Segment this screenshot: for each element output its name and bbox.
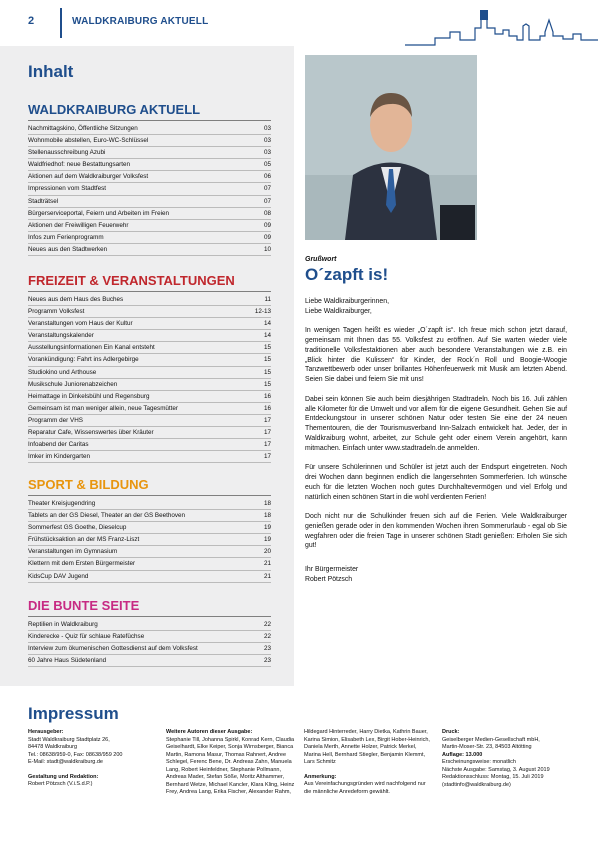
toc-item[interactable]: Infos zum Ferienprogramm 09 (28, 232, 271, 244)
toc-item[interactable]: Impressionen vom Stadtfest 07 (28, 183, 271, 195)
toc-item[interactable]: Studiokino und Arthouse 15 (28, 367, 271, 379)
page-header (0, 0, 598, 46)
impressum-line: Martin-Moser-Str. 23, 84503 Altötting (442, 744, 532, 750)
city-skyline-icon (405, 6, 598, 46)
toc-item[interactable]: Programm der VHS 17 (28, 415, 271, 427)
toc-item[interactable]: Ausstellungsinformationen Ein Kanal entsteht 15 (28, 342, 271, 354)
impressum-line: 84478 Waldkraiburg (28, 744, 78, 750)
letter-body (305, 297, 567, 595)
impressum-line: Lars Schmitz (304, 759, 336, 765)
impressum-line: Robert Pötzsch (V.i.S.d.P.) (28, 781, 93, 787)
section-title: SPORT & BILDUNG (28, 477, 149, 492)
impressum-line: Nächste Ausgabe: Samstag, 3. August 2019 (442, 766, 550, 773)
impressum-line: Redaktionsschluss: Montag, 15. Juli 2019 (442, 774, 544, 780)
toc-item[interactable]: Reptilien in Waldkraiburg 22 (28, 619, 271, 631)
impressum-label: Druck: (442, 729, 460, 735)
mayor-portrait-photo (305, 55, 477, 240)
toc-item[interactable]: Stadträtsel 07 (28, 196, 271, 208)
impressum-authors (166, 729, 294, 797)
toc-item[interactable]: Gemeinsam ist man weniger allein, neue Tagesmütter 16 (28, 403, 271, 415)
impressum-line: Lang, Robert Heinfeldner, Stephanie Pollmann, (166, 766, 281, 773)
toc-item[interactable]: Heimattage in Dinkelsbühl und Regensburg 16 (28, 391, 271, 403)
toc-item[interactable]: Sommerfest GS Goethe, Dieselcup 19 (28, 522, 271, 534)
letter-paragraph: Doch nicht nur die Schulkinder freuen sich auf die Ferien. Viele Waldkraiburger genießen gerade oder in den kommenden Wochen ihren Sommerurlaub - egal ob Sie wegfahren oder die freien Tage in unserer schönen Stadt genießen: Erholen Sie sich gut! (305, 513, 567, 550)
impressum-line: Erscheinungsweise: monatlich (442, 759, 516, 765)
toc-item[interactable]: Aktionen der Freiwilligen Feuerwehr 09 (28, 220, 271, 232)
section-divider (28, 120, 271, 121)
toc-item[interactable]: Bürgerserviceportal, Feiern und Arbeiten im Freien 08 (28, 208, 271, 220)
impressum-line: Geiselberger Medien-Gesellschaft mbH, (442, 736, 540, 743)
toc-item[interactable]: Neues aus den Stadtwerken 10 (28, 244, 271, 256)
letter-paragraph: In wenigen Tagen heißt es wieder „O´zapft is“. Ich freue mich schon jetzt darauf, gemeinsam mit Ihnen das 55. Volksfest zu eröffnen. Auf Sie warten wieder viele traditionelle Volksfestaktionen aber auch besondere Veranstaltungen wie z.B. ein „Blick hinter die Kulissen“ für Kinder, der Rock´n Roll und Boogie-Woogie Tanzwettbewerb oder unser brillantes Höhenfeuerwerk mit Musik am letzten Abend. Seien Sie dabei und feiern Sie mit uns! (305, 327, 567, 384)
section-title: WALDKRAIBURG AKTUELL (28, 102, 201, 117)
impressum-circulation: Auflage: 13.000 (442, 751, 483, 758)
impressum-line: Hildegard Hinterreder, Harry Dietka, Kathrin Bauer, (304, 729, 428, 735)
toc-item[interactable]: Frühstücksaktion an der MS Franz-Liszt 19 (28, 534, 271, 546)
impressum-line: Stadt Waldkraiburg Stadtplatz 26, (28, 736, 110, 743)
toc-item[interactable]: Neues aus dem Haus des Buches 11 (28, 294, 271, 306)
toc-item[interactable]: 60 Jahre Haus Südetenland 23 (28, 655, 271, 667)
impressum-line: Daniela Merth, Annette Holzer, Patrick Merkel, (304, 744, 417, 750)
letter-salutation: Liebe Waldkraiburgerinnen, Liebe Waldkraiburger, (305, 298, 390, 315)
impressum-authors-cont (304, 729, 430, 796)
impressum-line: Tel.: 08638/959-0, Fax: 08638/959 200 (28, 751, 123, 758)
toc-item[interactable]: KidsCup DAV Jugend 21 (28, 571, 271, 583)
impressum-line: Karina Simion, Elisabeth Lex, Birgit Hober-Heinrich, (304, 736, 430, 743)
toc-item[interactable]: Theater Kreisjugendring 18 (28, 498, 271, 510)
toc-item[interactable]: Waldfriedhof: neue Bestattungsarten 05 (28, 159, 271, 171)
toc-section-freizeit (28, 273, 271, 463)
impressum-line: Martin, Ramona Masur, Thomas Rahnert, Andree (166, 751, 287, 758)
toc-section-waldkraiburg-aktuell (28, 102, 271, 256)
impressum-line: Andreas Mader, Stefan Söße, Moritz Althammer, (166, 774, 284, 780)
impressum-print (442, 729, 550, 789)
section-title: FREIZEIT & VERANSTALTUNGEN (28, 273, 235, 288)
impressum-line: Aus Vereinfachungsgründen wird nachfolgend nur (304, 781, 426, 787)
toc-item[interactable]: Vorankündigung: Fahrt ins Adlergebirge 15 (28, 354, 271, 366)
toc-item[interactable]: Nachmittagskino, Öffentliche Sitzungen 03 (28, 123, 271, 135)
impressum-line: Frey, Andrea Lang, Erika Fischer, Alexander Rahm, (166, 789, 291, 795)
section-title: DIE BUNTE SEITE (28, 598, 140, 613)
letter-paragraph: Dabei sein können Sie auch beim diesjährigen Stadtradeln. Noch bis 16. Juli zählen alle Kilometer für die Umwelt und vor allem für die eigene Gesundheit. Gehen Sie auf Entdeckungstour in unserer schönen Natur oder testen Sie eine der 24 neuen Thementouren, die der Tourismusverband Inn-Salzach entwickelt hat. Jeder, der in Waldkraiburg wohnt, arbeitet, zur Schule geht oder einem Verein angehört, kann mitmachen. Einfach unter www.stadtradeln.de anmelden. (305, 395, 567, 452)
toc-item[interactable]: Wohnmobile abstellen, Euro-WC-Schlüssel 03 (28, 135, 271, 147)
impressum-label: Anmerkung: (304, 773, 337, 780)
impressum-line: Stephanie Till, Johanna Spirkl, Konrad Kern, Claudia (166, 736, 295, 743)
impressum-label: Weitere Autoren dieser Ausgabe: (166, 729, 253, 735)
toc-item[interactable]: Reparatur Cafe, Wissenswertes über Kräuter 17 (28, 427, 271, 439)
impressum-line: E-Mail: stadt@waldkraiburg.de (28, 759, 103, 765)
article-title: O´zapft is! (305, 265, 389, 284)
toc-section-bunte-seite (28, 598, 271, 667)
toc-item[interactable]: Veranstaltungskalender 14 (28, 330, 271, 342)
letter-paragraph: Für unsere Schülerinnen und Schüler ist jetzt auch der Endspurt eingetreten. Noch drei Wochen dann beginnen endlich die langersehnten Sommerferien. Ich wünsche euch für die letzten Wochen noch gutes Durchhaltevermögen und viel Erfolg und natürlich einen schönen Start in die wohl verdienten Ferien! (305, 464, 567, 501)
impressum-title: Impressum (28, 704, 119, 723)
toc-item[interactable]: Aktionen auf dem Waldkraiburger Volksfest 06 (28, 171, 271, 183)
header-divider (60, 8, 62, 38)
section-divider (28, 291, 271, 292)
impressum-line: Geiselhardt, Elke Keiper, Sonja Wirnsberger, Bianca (166, 744, 294, 750)
impressum-line: (stadtinfo@waldkraiburg.de) (442, 781, 511, 788)
impressum-line: Marina Hell, Bernhard Stiegler, Benjamin Klemmt, (304, 751, 426, 758)
toc-title: Inhalt (28, 62, 74, 81)
toc-item[interactable]: Imker im Kindergarten 17 (28, 451, 271, 463)
toc-item[interactable]: Veranstaltungen vom Haus der Kultur 14 (28, 318, 271, 330)
impressum-line: Bernhard Wetze, Michael Kancler, Klara Kling, Heinz (166, 781, 295, 788)
toc-item[interactable]: Klettern mit dem Ersten Bürgermeister 21 (28, 558, 271, 570)
toc-item[interactable]: Stellenausschreibung Azubi 03 (28, 147, 271, 159)
toc-item[interactable]: Programm Volksfest 12-13 (28, 306, 271, 318)
toc-item[interactable]: Kinderecke - Quiz für schlaue Ratefüchse 22 (28, 631, 271, 643)
page-number: 2 (28, 15, 35, 27)
running-title: WALDKRAIBURG AKTUELL (72, 16, 209, 27)
impressum-line: Schlegel, Ferenc Bene, Dr. Andreas Zahn, Manuela (166, 759, 292, 765)
impressum-label: Herausgeber: (28, 729, 64, 735)
impressum-line: die männliche Anredeform gewählt. (304, 788, 390, 795)
toc-item[interactable]: Veranstaltungen im Gymnasium 20 (28, 546, 271, 558)
toc-item[interactable]: Tablets an der GS Diesel, Theater an der GS Beethoven 18 (28, 510, 271, 522)
impressum-publisher (28, 729, 123, 789)
toc-item[interactable]: Musikschule Juniorenabzeichen 15 (28, 379, 271, 391)
toc-section-sport-bildung (28, 477, 271, 583)
toc-item[interactable]: Interview zum ökumenischen Gottesdienst auf dem Volksfest 23 (28, 643, 271, 655)
toc-item[interactable]: Infoabend der Caritas 17 (28, 439, 271, 451)
article-kicker: Grußwort (305, 256, 337, 263)
impressum-label: Gestaltung und Redaktion: (28, 773, 99, 780)
section-divider (28, 616, 271, 617)
section-divider (28, 495, 271, 496)
letter-signature: Ihr Bürgermeister Robert Pötzsch (305, 566, 359, 584)
